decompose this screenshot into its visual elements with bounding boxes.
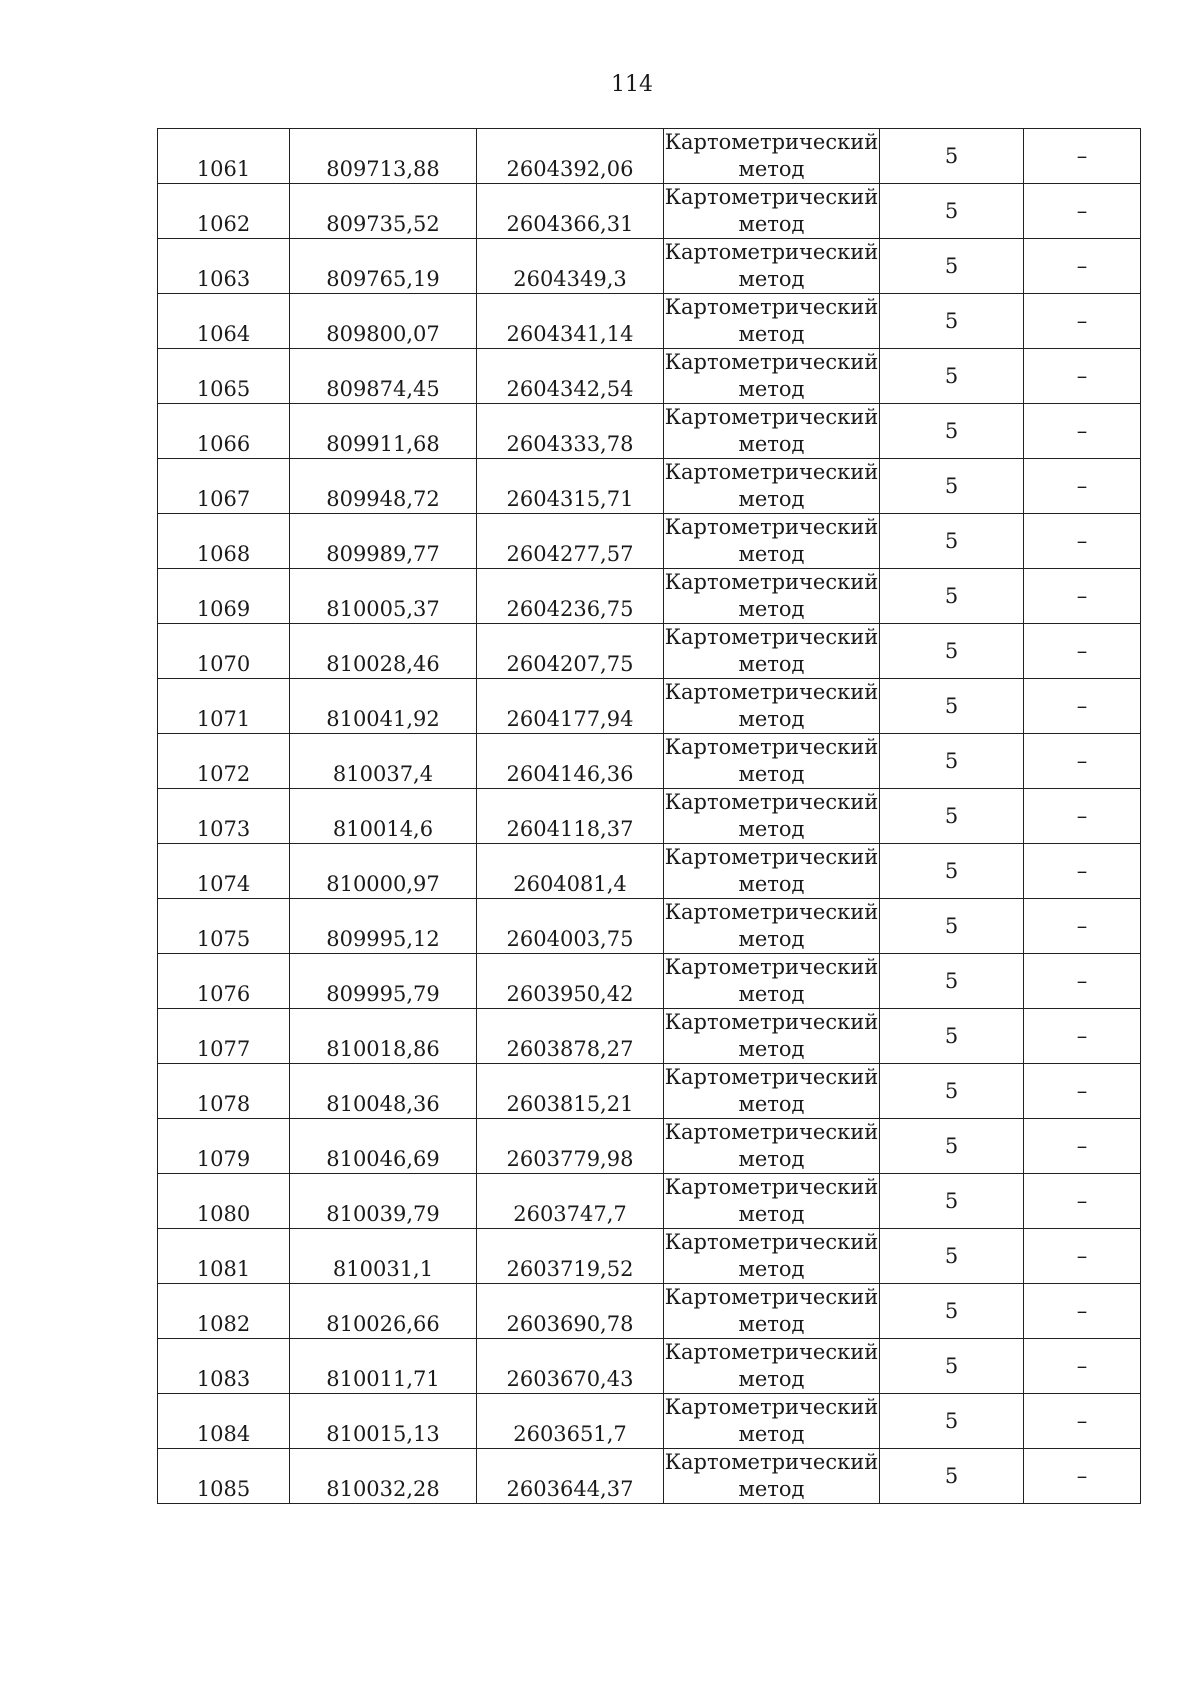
note-cell: – bbox=[1024, 1449, 1141, 1504]
table-row bbox=[158, 1284, 1141, 1339]
note-cell: – bbox=[1024, 1119, 1141, 1174]
point-number-cell: 1069 bbox=[158, 569, 290, 624]
method-line-2: метод bbox=[738, 1367, 805, 1391]
accuracy-cell: 5 bbox=[880, 294, 1024, 349]
x-coordinate-cell: 810028,46 bbox=[290, 624, 477, 679]
note-cell: – bbox=[1024, 239, 1141, 294]
x-coordinate-cell: 810014,6 bbox=[290, 789, 477, 844]
method-line-1: Картометрический bbox=[664, 790, 879, 814]
point-number-cell: 1079 bbox=[158, 1119, 290, 1174]
x-coordinate-cell: 810005,37 bbox=[290, 569, 477, 624]
method-cell bbox=[664, 734, 880, 789]
method-line-1: Картометрический bbox=[664, 295, 879, 319]
table-row bbox=[158, 1119, 1141, 1174]
method-cell bbox=[664, 1064, 880, 1119]
y-coordinate-cell: 2604342,54 bbox=[477, 349, 664, 404]
point-number-cell: 1082 bbox=[158, 1284, 290, 1339]
method-cell bbox=[664, 1339, 880, 1394]
accuracy-cell: 5 bbox=[880, 1064, 1024, 1119]
method-cell bbox=[664, 459, 880, 514]
method-line-1: Картометрический bbox=[664, 845, 879, 869]
y-coordinate-cell: 2604177,94 bbox=[477, 679, 664, 734]
x-coordinate-cell: 810041,92 bbox=[290, 679, 477, 734]
table-row bbox=[158, 514, 1141, 569]
method-line-2: метод bbox=[738, 487, 805, 511]
method-cell bbox=[664, 1229, 880, 1284]
x-coordinate-cell: 810026,66 bbox=[290, 1284, 477, 1339]
point-number-cell: 1076 bbox=[158, 954, 290, 1009]
y-coordinate-cell: 2603747,7 bbox=[477, 1174, 664, 1229]
point-number-cell: 1072 bbox=[158, 734, 290, 789]
y-coordinate-cell: 2604081,4 bbox=[477, 844, 664, 899]
method-cell bbox=[664, 789, 880, 844]
accuracy-cell: 5 bbox=[880, 1229, 1024, 1284]
accuracy-cell: 5 bbox=[880, 734, 1024, 789]
table-row bbox=[158, 1064, 1141, 1119]
point-number-cell: 1063 bbox=[158, 239, 290, 294]
accuracy-cell: 5 bbox=[880, 1339, 1024, 1394]
point-number-cell: 1073 bbox=[158, 789, 290, 844]
method-line-2: метод bbox=[738, 1202, 805, 1226]
method-line-1: Картометрический bbox=[664, 1340, 879, 1364]
note-cell: – bbox=[1024, 1229, 1141, 1284]
method-line-1: Картометрический bbox=[664, 350, 879, 374]
method-line-2: метод bbox=[738, 1037, 805, 1061]
table-row bbox=[158, 954, 1141, 1009]
method-line-2: метод bbox=[738, 597, 805, 621]
accuracy-cell: 5 bbox=[880, 679, 1024, 734]
accuracy-cell: 5 bbox=[880, 404, 1024, 459]
method-line-1: Картометрический bbox=[664, 900, 879, 924]
method-line-2: метод bbox=[738, 322, 805, 346]
method-line-2: метод bbox=[738, 927, 805, 951]
method-line-2: метод bbox=[738, 432, 805, 456]
method-line-1: Картометрический bbox=[664, 570, 879, 594]
point-number-cell: 1085 bbox=[158, 1449, 290, 1504]
table-row bbox=[158, 1229, 1141, 1284]
accuracy-cell: 5 bbox=[880, 844, 1024, 899]
table-row bbox=[158, 1174, 1141, 1229]
method-line-1: Картометрический bbox=[664, 1065, 879, 1089]
y-coordinate-cell: 2604236,75 bbox=[477, 569, 664, 624]
accuracy-cell: 5 bbox=[880, 459, 1024, 514]
note-cell: – bbox=[1024, 514, 1141, 569]
accuracy-cell: 5 bbox=[880, 1009, 1024, 1064]
table-row bbox=[158, 1394, 1141, 1449]
y-coordinate-cell: 2604366,31 bbox=[477, 184, 664, 239]
y-coordinate-cell: 2604277,57 bbox=[477, 514, 664, 569]
x-coordinate-cell: 810039,79 bbox=[290, 1174, 477, 1229]
method-line-1: Картометрический bbox=[664, 680, 879, 704]
accuracy-cell: 5 bbox=[880, 349, 1024, 404]
method-line-1: Картометрический bbox=[664, 1010, 879, 1034]
y-coordinate-cell: 2603878,27 bbox=[477, 1009, 664, 1064]
method-line-2: метод bbox=[738, 1147, 805, 1171]
y-coordinate-cell: 2604118,37 bbox=[477, 789, 664, 844]
method-line-2: метод bbox=[738, 1092, 805, 1116]
method-line-1: Картометрический bbox=[664, 130, 879, 154]
y-coordinate-cell: 2604392,06 bbox=[477, 129, 664, 184]
note-cell: – bbox=[1024, 789, 1141, 844]
y-coordinate-cell: 2604207,75 bbox=[477, 624, 664, 679]
note-cell: – bbox=[1024, 1064, 1141, 1119]
point-number-cell: 1084 bbox=[158, 1394, 290, 1449]
note-cell: – bbox=[1024, 1009, 1141, 1064]
method-line-2: метод bbox=[738, 267, 805, 291]
note-cell: – bbox=[1024, 129, 1141, 184]
method-line-2: метод bbox=[738, 652, 805, 676]
table-row bbox=[158, 294, 1141, 349]
method-line-2: метод bbox=[738, 982, 805, 1006]
y-coordinate-cell: 2603644,37 bbox=[477, 1449, 664, 1504]
accuracy-cell: 5 bbox=[880, 1174, 1024, 1229]
method-cell bbox=[664, 1119, 880, 1174]
method-line-1: Картометрический bbox=[664, 515, 879, 539]
point-number-cell: 1077 bbox=[158, 1009, 290, 1064]
method-line-1: Картометрический bbox=[664, 185, 879, 209]
page-number: 114 bbox=[611, 72, 653, 97]
table-row bbox=[158, 1339, 1141, 1394]
x-coordinate-cell: 810048,36 bbox=[290, 1064, 477, 1119]
method-cell bbox=[664, 514, 880, 569]
point-number-cell: 1065 bbox=[158, 349, 290, 404]
method-line-1: Картометрический bbox=[664, 1230, 879, 1254]
table-row bbox=[158, 844, 1141, 899]
point-number-cell: 1074 bbox=[158, 844, 290, 899]
method-cell bbox=[664, 954, 880, 1009]
method-line-2: метод bbox=[738, 817, 805, 841]
note-cell: – bbox=[1024, 184, 1141, 239]
method-line-1: Картометрический bbox=[664, 735, 879, 759]
method-line-1: Картометрический bbox=[664, 1285, 879, 1309]
method-line-2: метод bbox=[738, 872, 805, 896]
method-cell bbox=[664, 1394, 880, 1449]
point-number-cell: 1071 bbox=[158, 679, 290, 734]
table-row bbox=[158, 789, 1141, 844]
method-line-1: Картометрический bbox=[664, 460, 879, 484]
note-cell: – bbox=[1024, 569, 1141, 624]
y-coordinate-cell: 2603815,21 bbox=[477, 1064, 664, 1119]
accuracy-cell: 5 bbox=[880, 1284, 1024, 1339]
accuracy-cell: 5 bbox=[880, 954, 1024, 1009]
point-number-cell: 1078 bbox=[158, 1064, 290, 1119]
point-number-cell: 1080 bbox=[158, 1174, 290, 1229]
method-cell bbox=[664, 404, 880, 459]
y-coordinate-cell: 2603779,98 bbox=[477, 1119, 664, 1174]
method-cell bbox=[664, 349, 880, 404]
method-cell bbox=[664, 1449, 880, 1504]
x-coordinate-cell: 810011,71 bbox=[290, 1339, 477, 1394]
method-line-2: метод bbox=[738, 377, 805, 401]
method-cell bbox=[664, 899, 880, 954]
table-row bbox=[158, 624, 1141, 679]
coordinates-table bbox=[157, 128, 1141, 1504]
method-line-2: метод bbox=[738, 1257, 805, 1281]
accuracy-cell: 5 bbox=[880, 624, 1024, 679]
y-coordinate-cell: 2603950,42 bbox=[477, 954, 664, 1009]
table-row bbox=[158, 734, 1141, 789]
point-number-cell: 1067 bbox=[158, 459, 290, 514]
table-row bbox=[158, 184, 1141, 239]
y-coordinate-cell: 2603719,52 bbox=[477, 1229, 664, 1284]
note-cell: – bbox=[1024, 294, 1141, 349]
x-coordinate-cell: 810031,1 bbox=[290, 1229, 477, 1284]
y-coordinate-cell: 2604315,71 bbox=[477, 459, 664, 514]
accuracy-cell: 5 bbox=[880, 789, 1024, 844]
x-coordinate-cell: 809911,68 bbox=[290, 404, 477, 459]
x-coordinate-cell: 809874,45 bbox=[290, 349, 477, 404]
method-line-2: метод bbox=[738, 762, 805, 786]
note-cell: – bbox=[1024, 404, 1141, 459]
x-coordinate-cell: 810000,97 bbox=[290, 844, 477, 899]
note-cell: – bbox=[1024, 844, 1141, 899]
method-line-2: метод bbox=[738, 1312, 805, 1336]
note-cell: – bbox=[1024, 459, 1141, 514]
y-coordinate-cell: 2603651,7 bbox=[477, 1394, 664, 1449]
table-row bbox=[158, 569, 1141, 624]
accuracy-cell: 5 bbox=[880, 1394, 1024, 1449]
note-cell: – bbox=[1024, 899, 1141, 954]
method-line-1: Картометрический bbox=[664, 955, 879, 979]
note-cell: – bbox=[1024, 1284, 1141, 1339]
table-row bbox=[158, 899, 1141, 954]
method-line-1: Картометрический bbox=[664, 1120, 879, 1144]
x-coordinate-cell: 809735,52 bbox=[290, 184, 477, 239]
table-body bbox=[158, 129, 1141, 1504]
method-line-2: метод bbox=[738, 1422, 805, 1446]
x-coordinate-cell: 809765,19 bbox=[290, 239, 477, 294]
table-row bbox=[158, 459, 1141, 514]
point-number-cell: 1083 bbox=[158, 1339, 290, 1394]
x-coordinate-cell: 809995,79 bbox=[290, 954, 477, 1009]
point-number-cell: 1061 bbox=[158, 129, 290, 184]
method-cell bbox=[664, 624, 880, 679]
note-cell: – bbox=[1024, 349, 1141, 404]
note-cell: – bbox=[1024, 679, 1141, 734]
note-cell: – bbox=[1024, 1174, 1141, 1229]
method-cell bbox=[664, 1174, 880, 1229]
table-row bbox=[158, 239, 1141, 294]
x-coordinate-cell: 810015,13 bbox=[290, 1394, 477, 1449]
y-coordinate-cell: 2604146,36 bbox=[477, 734, 664, 789]
y-coordinate-cell: 2604333,78 bbox=[477, 404, 664, 459]
note-cell: – bbox=[1024, 1339, 1141, 1394]
table-row bbox=[158, 1449, 1141, 1504]
method-line-1: Картометрический bbox=[664, 405, 879, 429]
accuracy-cell: 5 bbox=[880, 184, 1024, 239]
method-line-2: метод bbox=[738, 157, 805, 181]
y-coordinate-cell: 2604003,75 bbox=[477, 899, 664, 954]
x-coordinate-cell: 810032,28 bbox=[290, 1449, 477, 1504]
method-cell bbox=[664, 569, 880, 624]
x-coordinate-cell: 809800,07 bbox=[290, 294, 477, 349]
point-number-cell: 1075 bbox=[158, 899, 290, 954]
method-line-2: метод bbox=[738, 1477, 805, 1501]
x-coordinate-cell: 810046,69 bbox=[290, 1119, 477, 1174]
note-cell: – bbox=[1024, 734, 1141, 789]
method-cell bbox=[664, 679, 880, 734]
table-row bbox=[158, 679, 1141, 734]
point-number-cell: 1066 bbox=[158, 404, 290, 459]
accuracy-cell: 5 bbox=[880, 1119, 1024, 1174]
table-row bbox=[158, 404, 1141, 459]
method-cell bbox=[664, 129, 880, 184]
y-coordinate-cell: 2603670,43 bbox=[477, 1339, 664, 1394]
point-number-cell: 1062 bbox=[158, 184, 290, 239]
y-coordinate-cell: 2604349,3 bbox=[477, 239, 664, 294]
table-row bbox=[158, 129, 1141, 184]
accuracy-cell: 5 bbox=[880, 514, 1024, 569]
x-coordinate-cell: 809713,88 bbox=[290, 129, 477, 184]
method-cell bbox=[664, 1009, 880, 1064]
point-number-cell: 1081 bbox=[158, 1229, 290, 1284]
method-line-1: Картометрический bbox=[664, 625, 879, 649]
y-coordinate-cell: 2604341,14 bbox=[477, 294, 664, 349]
accuracy-cell: 5 bbox=[880, 239, 1024, 294]
method-line-2: метод bbox=[738, 212, 805, 236]
point-number-cell: 1070 bbox=[158, 624, 290, 679]
x-coordinate-cell: 809989,77 bbox=[290, 514, 477, 569]
method-cell bbox=[664, 184, 880, 239]
accuracy-cell: 5 bbox=[880, 899, 1024, 954]
method-line-1: Картометрический bbox=[664, 1175, 879, 1199]
x-coordinate-cell: 810037,4 bbox=[290, 734, 477, 789]
x-coordinate-cell: 810018,86 bbox=[290, 1009, 477, 1064]
method-line-1: Картометрический bbox=[664, 1450, 879, 1474]
method-cell bbox=[664, 844, 880, 899]
note-cell: – bbox=[1024, 1394, 1141, 1449]
x-coordinate-cell: 809948,72 bbox=[290, 459, 477, 514]
accuracy-cell: 5 bbox=[880, 129, 1024, 184]
point-number-cell: 1064 bbox=[158, 294, 290, 349]
note-cell: – bbox=[1024, 624, 1141, 679]
method-line-2: метод bbox=[738, 707, 805, 731]
method-line-1: Картометрический bbox=[664, 1395, 879, 1419]
y-coordinate-cell: 2603690,78 bbox=[477, 1284, 664, 1339]
method-line-2: метод bbox=[738, 542, 805, 566]
accuracy-cell: 5 bbox=[880, 1449, 1024, 1504]
method-cell bbox=[664, 1284, 880, 1339]
point-number-cell: 1068 bbox=[158, 514, 290, 569]
accuracy-cell: 5 bbox=[880, 569, 1024, 624]
table-row bbox=[158, 1009, 1141, 1064]
method-cell bbox=[664, 294, 880, 349]
note-cell: – bbox=[1024, 954, 1141, 1009]
method-line-1: Картометрический bbox=[664, 240, 879, 264]
x-coordinate-cell: 809995,12 bbox=[290, 899, 477, 954]
method-cell bbox=[664, 239, 880, 294]
table-row bbox=[158, 349, 1141, 404]
